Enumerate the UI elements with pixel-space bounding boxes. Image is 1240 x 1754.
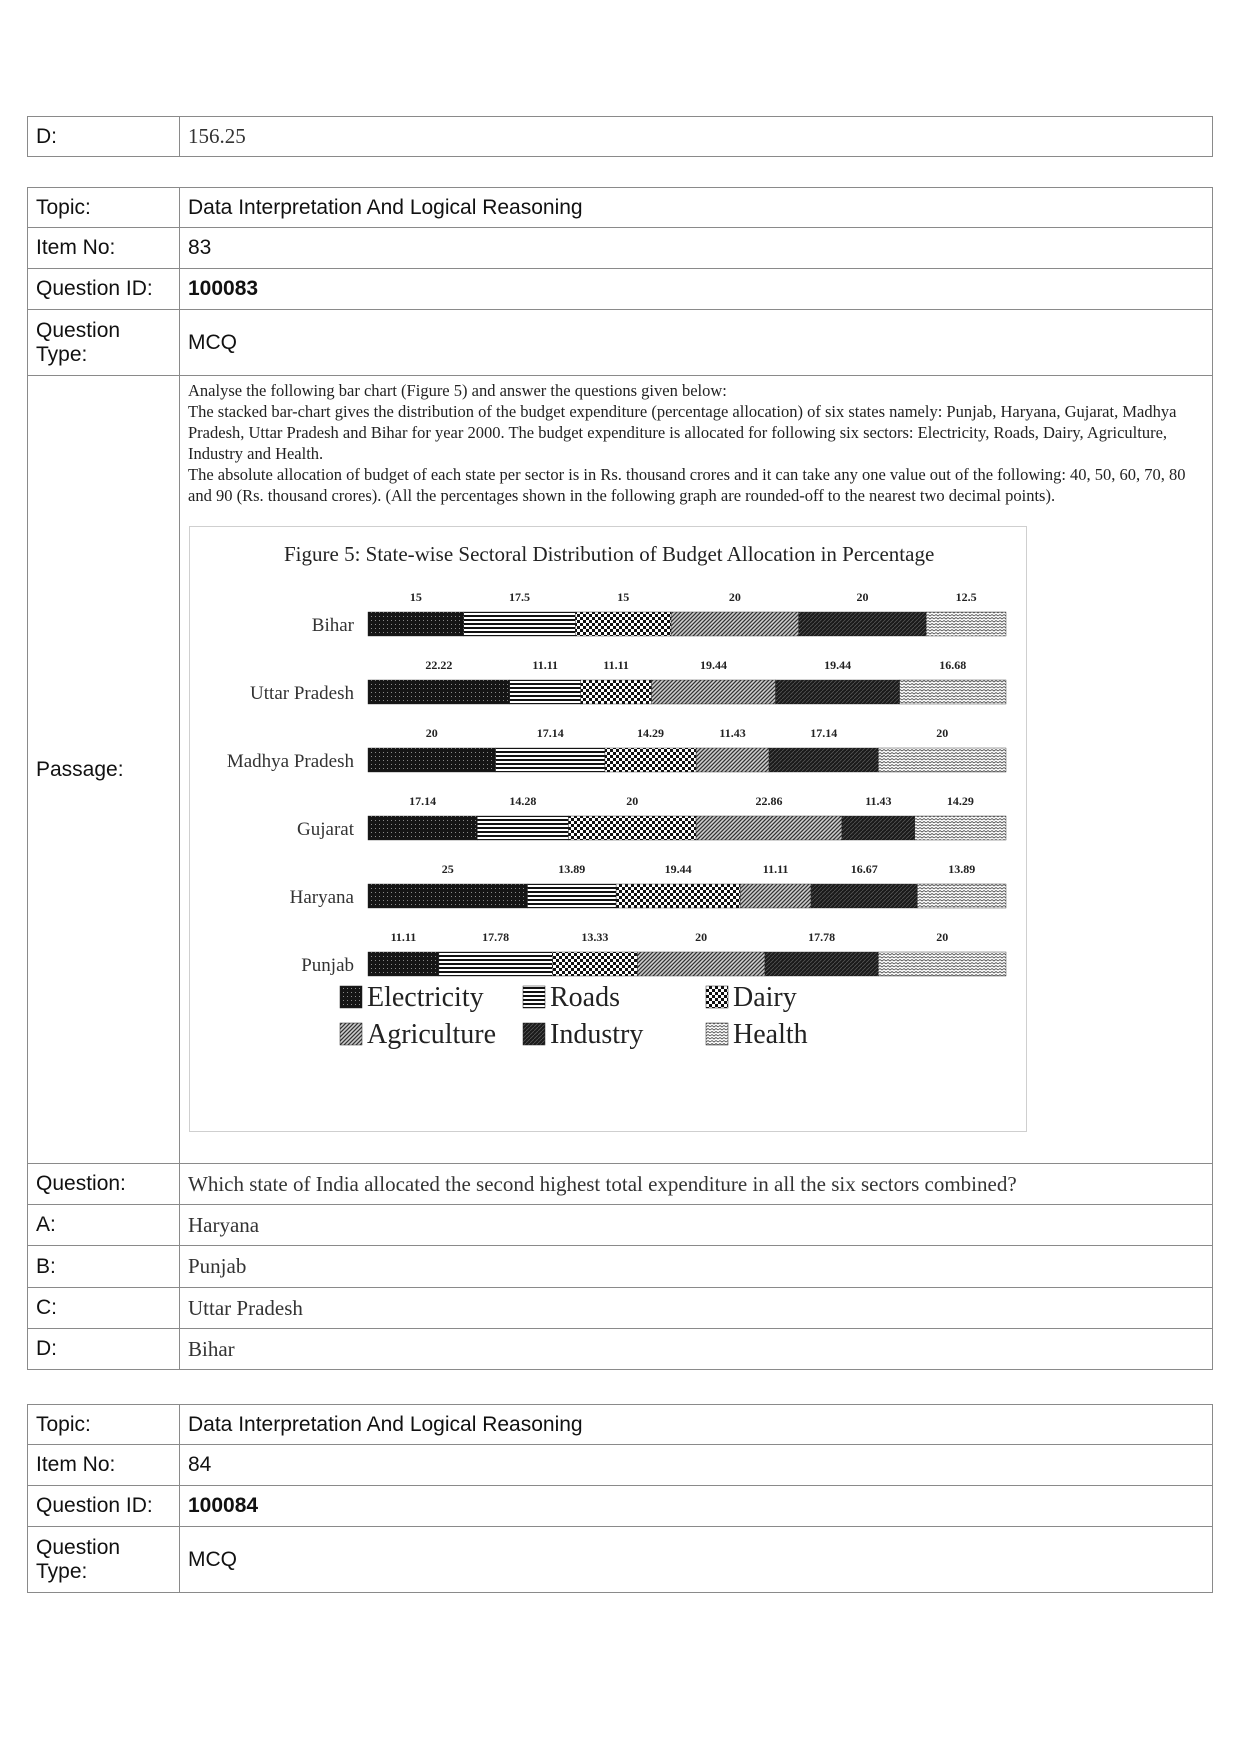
option-label: D: [28,117,180,157]
data-label: 14.28 [509,794,537,808]
bar-segment [368,612,464,636]
option-c-label: C: [28,1288,180,1329]
question-label: Question: [28,1164,180,1205]
option-a-text[interactable]: Haryana [180,1205,1213,1246]
legend-label: Agriculture [367,1019,497,1050]
bar-segment [368,748,496,772]
data-label: 13.89 [558,862,586,876]
option-c-text[interactable]: Uttar Pradesh [180,1288,1213,1329]
passage-paragraph: The absolute allocation of budget of each state per sector is in Rs. thousand crores and it can take any one value out of the following: 40, 50, 60, 70, 80 and 90 (Rs. thousand crores). (All the percentages shown in the following graph are rounded-off to the nearest two decimal points). [188,465,1186,505]
question-83-table [27,187,1213,1370]
option-text: 156.25 [180,117,1213,157]
question-type-label [28,310,180,376]
bar-segment [652,680,776,704]
category-label: Bihar [311,615,354,636]
bar-segment [510,680,581,704]
bar-segment [568,816,696,840]
legend-label: Dairy [733,982,797,1013]
data-label: 12.5 [955,590,977,604]
legend-label: Roads [550,982,620,1013]
legend-label: Electricity [367,982,484,1013]
bar-segment [637,952,765,976]
data-label: 22.86 [755,794,783,808]
question-id-value: 100083 [180,269,1213,310]
data-label: 11.11 [532,658,559,672]
option-d-text[interactable]: Bihar [180,1329,1213,1370]
bar-segment [842,816,915,840]
category-label: Gujarat [297,819,354,840]
bar-segment [496,748,605,772]
data-label: 19.44 [700,658,728,672]
data-label: 11.43 [719,726,746,740]
bar-segment [740,884,811,908]
data-label: 20 [425,726,438,740]
question-type-value: MCQ [180,310,1213,376]
bar-segment [811,884,917,908]
data-label: 11.11 [390,930,417,944]
data-label: 20 [695,930,708,944]
bar-segment [368,680,510,704]
bar-segment [696,816,842,840]
passage-text [188,376,1204,506]
question-id-label: Question ID: [28,1486,180,1527]
data-label: 11.43 [865,794,892,808]
legend-swatch [340,986,362,1008]
category-label: Uttar Pradesh [250,683,354,704]
legend-label: Industry [550,1019,644,1050]
data-label: 17.5 [509,590,531,604]
bar-segment [439,952,552,976]
option-b-label: B: [28,1246,180,1288]
passage-cell [180,376,1213,1164]
passage-label: Passage: [28,376,180,1164]
data-label: 13.33 [581,930,609,944]
item-no-value: 83 [180,228,1213,269]
item-no-label: Item No: [28,1445,180,1486]
data-label: 17.14 [409,794,437,808]
bar-segment [605,748,696,772]
data-label: 19.44 [824,658,852,672]
option-d-label: D: [28,1329,180,1370]
bar-segment [769,748,878,772]
question-type-label-line2: Type: [36,342,88,366]
data-label: 13.89 [948,862,976,876]
data-label: 20 [626,794,639,808]
question-id-value: 100084 [180,1486,1213,1527]
topic-label: Topic: [28,188,180,228]
bar-segment [464,612,576,636]
bar-segment [616,884,740,908]
data-label: 22.22 [425,658,453,672]
bar-segment [765,952,878,976]
question-id-label: Question ID: [28,269,180,310]
bar-segment [575,612,671,636]
prev-question-table [27,116,1213,157]
passage-paragraph: The stacked bar-chart gives the distribution of the budget expenditure (percentage allocation) of six states namely: Punjab, Haryana, Gujarat, Madhya Pradesh, Uttar Pradesh and Bihar for year 2000. The budget expenditure is allocated for following six sectors: Electricity, Roads, Dairy, Agriculture, Industry and Health. [188,402,1177,463]
question-type-label-line1: Question [36,1535,121,1559]
option-b-text[interactable]: Punjab [180,1246,1213,1288]
bar-segment [477,816,568,840]
topic-value: Data Interpretation And Logical Reasoning [180,1405,1213,1445]
bar-segment [900,680,1006,704]
bar-segment [552,952,637,976]
legend-swatch [523,986,545,1008]
stacked-bar-chart [190,527,1026,1131]
item-no-value: 84 [180,1445,1213,1486]
chart-title: Figure 5: State-wise Sectoral Distribution of Budget Allocation in Percentage [284,542,935,566]
legend-swatch [523,1023,545,1045]
question-type-value: MCQ [180,1527,1213,1593]
bar-segment [915,816,1006,840]
bar-segment [917,884,1006,908]
data-label: 11.11 [603,658,629,672]
figure-5 [189,526,1027,1132]
passage-paragraph: Analyse the following bar chart (Figure 5) and answer the questions given below: [188,381,727,400]
legend-label: Health [733,1019,808,1050]
chart-legend [340,982,808,1050]
question-type-label-line1: Question [36,318,121,342]
data-label: 14.29 [946,794,974,808]
data-label: 11.11 [762,862,789,876]
question-84-table [27,1404,1213,1593]
data-label: 20 [728,590,741,604]
data-label: 20 [856,590,869,604]
data-label: 19.44 [664,862,692,876]
data-label: 17.78 [482,930,510,944]
category-label: Haryana [289,887,354,908]
category-label: Punjab [301,955,354,976]
legend-swatch [706,1023,728,1045]
bar-segment [528,884,617,908]
category-label: Madhya Pradesh [226,751,354,772]
bar-segment [581,680,652,704]
bar-segment [878,952,1006,976]
data-label: 15 [409,590,422,604]
bar-segment [368,816,477,840]
data-label: 14.29 [637,726,665,740]
question-text: Which state of India allocated the second highest total expenditure in all the six sectors combined? [180,1164,1213,1205]
topic-value: Data Interpretation And Logical Reasoning [180,188,1213,228]
bar-segment [878,748,1006,772]
question-type-label [28,1527,180,1593]
data-label: 15 [617,590,630,604]
data-label: 17.14 [536,726,564,740]
plot-area [227,590,1006,976]
data-label: 20 [936,726,949,740]
data-label: 17.14 [810,726,838,740]
legend-swatch [340,1023,362,1045]
question-type-label-line2: Type: [36,1559,88,1583]
data-label: 25 [441,862,454,876]
bar-segment [776,680,900,704]
item-no-label: Item No: [28,228,180,269]
bar-segment [926,612,1006,636]
legend-swatch [706,986,728,1008]
data-label: 20 [936,930,949,944]
bar-segment [696,748,769,772]
bar-segment [368,884,528,908]
option-a-label: A: [28,1205,180,1246]
topic-label: Topic: [28,1405,180,1445]
data-label: 17.78 [808,930,836,944]
bar-segment [671,612,799,636]
bar-segment [368,952,439,976]
data-label: 16.68 [939,658,967,672]
data-label: 16.67 [850,862,878,876]
bar-segment [799,612,927,636]
